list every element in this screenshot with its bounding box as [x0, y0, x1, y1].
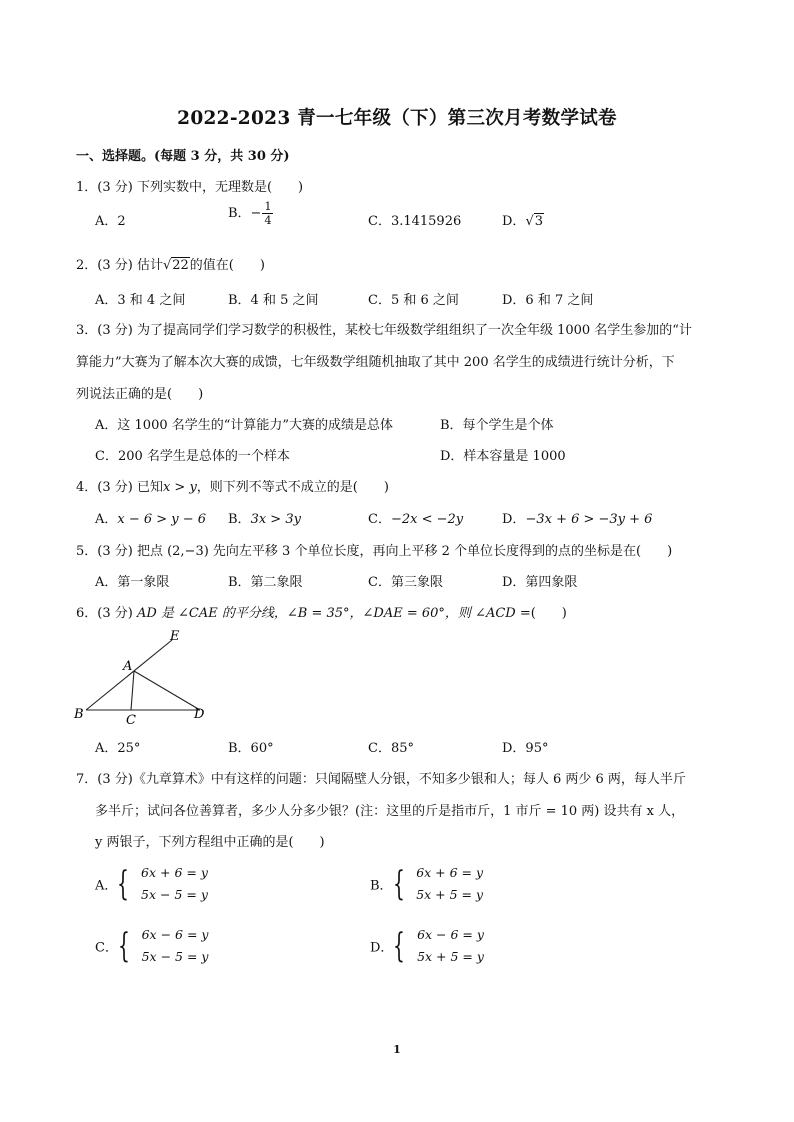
q2-stem-suffix: 的值在( ) — [189, 258, 265, 273]
sqrt-radicand: 22 — [172, 258, 189, 273]
equation-1: 6x + 6 = y — [141, 865, 208, 880]
q6-option-a: A．25° — [95, 741, 141, 756]
point-label-a: A — [123, 659, 133, 674]
q2-stem-prefix: 2．(3 分) 估计 — [76, 258, 163, 273]
q4-option-a-math: x − 6 > y − 6 — [117, 512, 207, 527]
q6-option-c: C．85° — [368, 741, 414, 756]
q7-option-a — [95, 862, 208, 906]
question-7-line-1: 7．(3 分)《九章算术》中有这样的问题：只闻隔壁人分银，不知多少银和人；每人 6 两少 6 两，每人半斤 — [76, 772, 686, 787]
equation-1: 6x + 6 = y — [416, 865, 484, 880]
option-label: C． — [95, 940, 118, 956]
page-number: 1 — [393, 1043, 401, 1056]
q2-option-a: A．3 和 4 之间 — [95, 293, 186, 308]
q1-option-a: A．2 — [95, 214, 126, 229]
q1-option-b — [228, 200, 273, 227]
point-label-d: D — [194, 707, 205, 722]
equation-1: 6x − 6 = y — [417, 927, 484, 942]
q5-option-b: B．第二象限 — [228, 575, 303, 590]
option-label: A． — [95, 878, 118, 894]
brace-symbol: { — [393, 926, 406, 966]
q4-option-b — [228, 508, 301, 527]
q2-option-c: C．5 和 6 之间 — [368, 293, 459, 308]
q6-option-b: B．60° — [228, 741, 274, 756]
equation-system — [416, 862, 483, 906]
equation-2: 5x + 5 = y — [416, 887, 484, 902]
q4-option-d — [502, 508, 652, 527]
point-label-e: E — [170, 629, 180, 644]
q4-stem-prefix: 4．(3 分) 已知 — [76, 480, 163, 495]
equation-system — [417, 924, 484, 968]
fraction-numerator: 1 — [264, 200, 272, 213]
q4-option-c-math: −2x < −2y — [390, 512, 464, 527]
q5-option-a: A．第一象限 — [95, 575, 170, 590]
point-label-c: C — [126, 713, 136, 728]
brace-symbol: { — [117, 864, 130, 904]
brace-symbol: { — [392, 864, 405, 904]
q4-option-b-math: 3x > 3y — [250, 512, 301, 527]
geometry-figure — [70, 628, 220, 728]
q7-option-d — [370, 924, 484, 968]
q2-option-b: B．4 和 5 之间 — [228, 293, 319, 308]
question-3-line-3: 列说法正确的是( ) — [76, 387, 204, 402]
q1-option-d — [502, 210, 544, 229]
q3-option-a: A．这 1000 名学生的“计算能力”大赛的成绩是总体 — [95, 418, 394, 433]
q3-option-c: C．200 名学生是总体的一个样本 — [95, 449, 290, 464]
section-heading: 一、选择题。(每题 3 分，共 30 分) — [76, 149, 290, 164]
option-label: B． — [228, 512, 251, 527]
q3-option-b: B．每个学生是个体 — [440, 418, 554, 433]
q1-option-d-prefix: D． — [502, 214, 526, 229]
sqrt-symbol: √3 — [525, 214, 544, 229]
equation-system — [142, 924, 209, 968]
line-ad — [134, 671, 200, 710]
q3-option-d: D．样本容量是 1000 — [440, 449, 566, 464]
option-label: C． — [368, 512, 391, 527]
equation-system — [141, 862, 208, 906]
q7-option-c — [95, 924, 208, 968]
line-be — [86, 640, 172, 710]
question-3-line-2: 算能力”大赛为了解本次大赛的成馈，七年级数学组随机抽取了其中 200 名学生的成绩进行统计分析，下 — [76, 355, 675, 370]
question-7-line-2: 多半斤；试问各位善算者，多少人分多少银？(注：这里的斤是指市斤，1 市斤 = 10 两) 设共有 x 人， — [95, 804, 685, 819]
q6-stem-suffix: ( ) — [530, 606, 567, 621]
fraction-denominator: 4 — [264, 214, 272, 227]
option-label: D． — [370, 940, 394, 956]
q4-stem-suffix: ，则下列不等式不成立的是( ) — [196, 480, 389, 495]
question-2-stem — [76, 254, 265, 273]
point-label-b: B — [74, 707, 84, 722]
q4-option-c — [368, 508, 463, 527]
q6-option-d: D．95° — [502, 741, 549, 756]
question-7-line-3: y 两银子，下列方程组中正确的是( ) — [95, 835, 325, 850]
q4-option-d-math: −3x + 6 > −3y + 6 — [525, 512, 653, 527]
equation-2: 5x − 5 = y — [141, 887, 208, 902]
q1-option-b-fraction — [262, 200, 273, 227]
q4-option-a — [95, 508, 206, 527]
q6-stem-prefix: 6．(3 分) — [76, 606, 137, 621]
equation-2: 5x − 5 = y — [141, 949, 209, 964]
q6-stem-math: AD 是 ∠CAE 的平分线，∠B = 35°，∠DAE = 60°，则 ∠ACD = — [136, 606, 531, 621]
q1-option-b-prefix: B．− — [228, 206, 262, 221]
equation-2: 5x + 5 = y — [417, 949, 484, 964]
q1-option-c: C．3.1415926 — [368, 214, 462, 229]
line-ac — [131, 671, 134, 710]
question-3-line-1: 3．(3 分) 为了提高同学们学习数学的积极性，某校七年级数学组组织了一次全年级 1000 名学生参加的“计 — [76, 323, 692, 338]
question-1-stem: 1．(3 分) 下列实数中，无理数是( ) — [76, 180, 304, 195]
q5-option-c: C．第三象限 — [368, 575, 443, 590]
sqrt-symbol: √22 — [162, 258, 189, 273]
q5-option-d: D．第四象限 — [502, 575, 578, 590]
q7-option-b — [370, 862, 483, 906]
question-4-stem — [76, 476, 389, 495]
option-label: A． — [95, 512, 118, 527]
option-label: D． — [502, 512, 526, 527]
q2-option-d: D．6 和 7 之间 — [502, 293, 594, 308]
sqrt-radicand: 3 — [534, 214, 544, 229]
question-5-stem: 5．(3 分) 把点 (2,−3) 先向左平移 3 个单位长度，再向上平移 2 个单位长度得到的点的坐标是在( ) — [76, 544, 673, 559]
brace-symbol: { — [117, 926, 130, 966]
page-title: 2022-2023 青一七年级（下）第三次月考数学试卷 — [177, 108, 617, 129]
question-6-stem — [76, 602, 567, 621]
equation-1: 6x − 6 = y — [141, 927, 209, 942]
option-label: B． — [370, 878, 393, 894]
q4-stem-math: x > y — [162, 480, 197, 495]
